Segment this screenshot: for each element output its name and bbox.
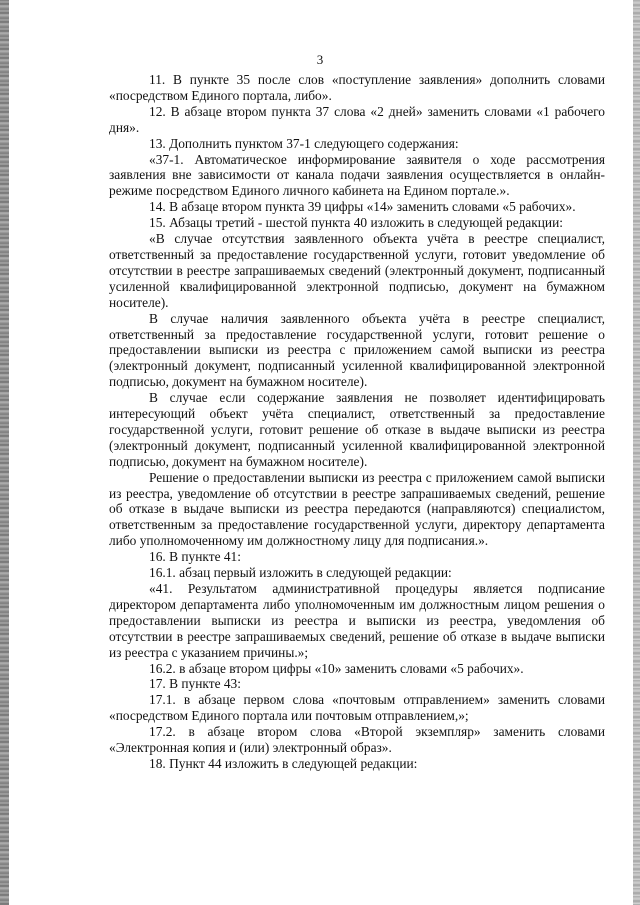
paragraph-40-abs3: «В случае отсутствия заявленного объекта учёта в реестре специалист, ответственный за предоставление государственной услуги, готовит уведомление об отсутствии в реестре запрашиваемых сведений (электронный документ, подписанный усиленной квалифицированной электронной подписью, документ на бумажном носителе). [109,231,605,310]
paragraph-14: 14. В абзаце втором пункта 39 цифры «14» заменить словами «5 рабочих». [149,199,576,215]
paragraph-17-1: 17.1. в абзаце первом слова «почтовым отправлением» заменить словами «посредством Единого портала или почтовым отправлением,»; [109,692,605,724]
paragraph-18: 18. Пункт 44 изложить в следующей редакции: [149,755,418,771]
scan-border-left [0,0,9,905]
paragraph-15: 15. Абзацы третий - шестой пункта 40 изложить в следующей редакции: [149,215,563,231]
page-number: 3 [316,52,324,67]
paragraph-13: 13. Дополнить пунктом 37-1 следующего содержания: [149,135,459,151]
paragraph-17: 17. В пункте 43: [149,676,241,692]
paragraph-17-2: 17.2. в абзаце втором слова «Второй экземпляр» заменить словами «Электронная копия и (или) электронный образ». [109,724,605,756]
paragraph-11: 11. В пункте 35 после слов «поступление заявления» дополнить словами «посредством Единого портала, либо». [109,72,605,103]
paragraph-12: 12. В абзаце втором пункта 37 слова «2 дней» заменить словами «1 рабочего дня». [109,103,605,135]
document-body [109,72,605,772]
paragraph-16: 16. В пункте 41: [149,549,241,565]
paragraph-16-1: 16.1. абзац первый изложить в следующей редакции: [149,565,452,581]
scan-border-right [633,0,640,905]
paragraph-37-1-text: «37-1. Автоматическое информирование заявителя о ходе рассмотрения заявления вне зависимости от канала подачи заявления осуществляется в онлайн-режиме посредством Единого личного кабинета на Едином портале.». [109,151,605,199]
paragraph-40-abs6: Решение о предоставлении выписки из реестра с приложением самой выписки из реестра, уведомление об отсутствии в реестре запрашиваемых сведений, решение об отказе в выдаче выписки из реестра передаются (направляются) специалистом, ответственным за предоставление государственной услуги, директору департамента либо уполномоченному им должностному лицу для подписания.». [109,469,605,549]
paragraph-16-2: 16.2. в абзаце втором цифры «10» заменить словами «5 рабочих». [149,660,524,676]
paragraph-40-abs4: В случае наличия заявленного объекта учёта в реестре специалист, ответственный за предоставление государственной услуги, готовит решение о предоставлении выписки из реестра с приложением самой выписки из реестра (электронный документ, подписанный усиленной квалифицированной электронной подписью, документ на бумажном носителе). [109,310,605,390]
paragraph-40-abs5: В случае если содержание заявления не позволяет идентифицировать интересующий объект учёта специалист, ответственный за предоставление государственной услуги, готовит решение об отказе в выдаче выписки из реестра (электронный документ, подписанный усиленной квалифицированной электронной подписью, документ на бумажном носителе). [109,390,605,469]
paragraph-41-text: «41. Результатом административной процедуры является подписание директором департамента либо уполномоченным им должностным лицом решения о предоставлении выписки из реестра и выписки из реестра, уведомления об отсутствии в реестре запрашиваемых сведений, решение об отказе в выдаче выписки из реестра с указанием причины.»; [109,581,605,660]
